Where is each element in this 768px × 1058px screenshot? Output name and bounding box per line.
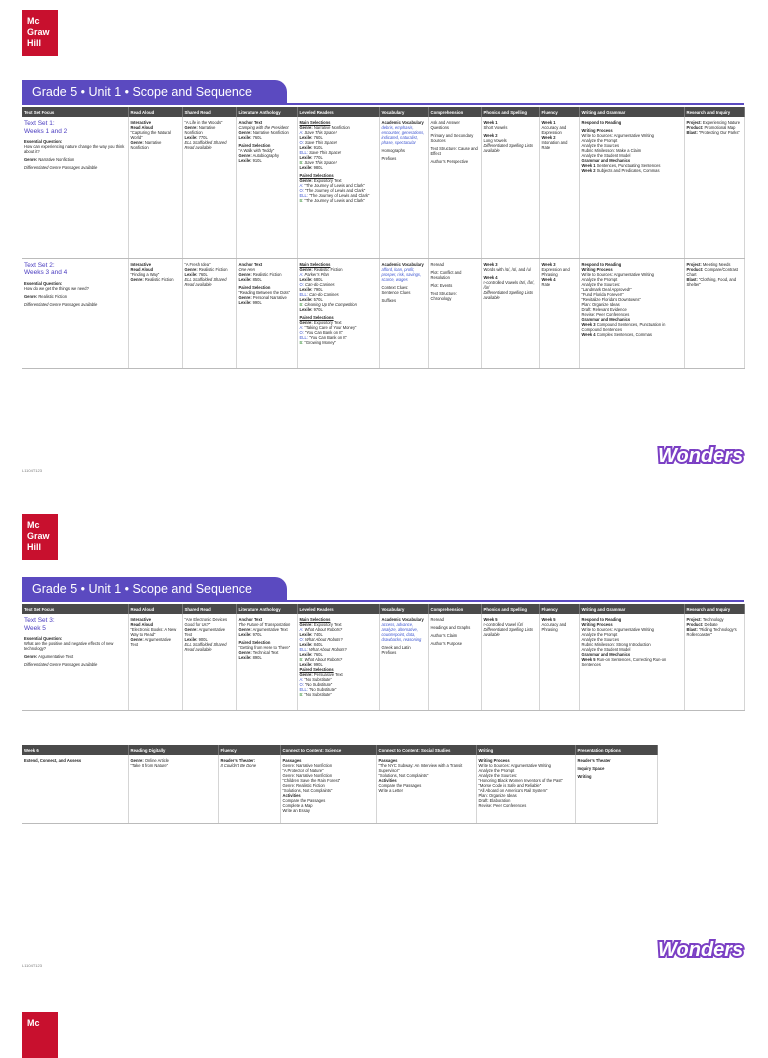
scope-sequence-table (22, 604, 745, 711)
connect-science: Passages Genre: Narrative Nonfiction “A Protector of Nature” Genre: Narrative Nonfiction “Children Save the Rain Forest” Genre: Realistic Fiction “Solutions, Not Complaints” Activities Compare the Passages Complete a Map Write an Essay (280, 755, 376, 823)
literature-anthology: Anchor Text The Future of Transportation Genre: Argumentative Text Lexile: 970L Paired Selection “Getting from Here to There” Genre: Technical Text Lexile: 890L (236, 614, 297, 710)
writing-grammar: Respond to Reading Writing Process Write to Sources: Argumentative Writing Analyze the Prompt Analyze the Sources: “Landmark Deal Approved!” “Fund Florida Forever!” “Revitalize Florida’s Downtowns” Plan: Organize Ideas Draft: Relevant Evidence Revise: Peer Conferences Grammar and Mechanics Week 3 Compound Sentences, Punctuation in Compound Sentences Week 4 Complex Sentences, Commas (579, 258, 684, 368)
text-set-focus: Text Set 3: Week 5 Essential Question: What are the positive and negative effects of new technology? Genre: Argumentative Text Differentiated Genre Passages available (22, 614, 128, 710)
writing-grammar: Respond to Reading Writing Process Write to Sources: Argumentative Writing Analyze the Prompt Analyze the Sources Rubric Minilesson: Strong Introduction Analyze the Student Model Grammar and Mechanics Week 5 Run-on Sentences, Correcting Run-on Sentences (579, 614, 684, 710)
week6-writing: Writing Process Write to Sources: Argumentative Writing Analyze the Prompt Analyze the Sources: “Honoring Black Women Inventors of the Past” “Morse Code is Safe and Reliable” “All Aboard on America’s Rail System” Plan: Organize Ideas Draft: Elaboration Revise: Peer Conferences (476, 755, 575, 823)
mcgraw-hill-logo: Mc (22, 1012, 58, 1058)
wonders-logo (656, 934, 751, 964)
page-title: Grade 5 • Unit 1 • Scope and Sequence (22, 577, 287, 601)
comprehension: Reread Plot: Conflict and Resolution Plot: Events Text Structure: Chronology (428, 258, 481, 368)
fluency: Week 5 Accuracy and Phrasing (539, 614, 579, 710)
mcgraw-hill-logo: Mc Graw Hill (22, 10, 58, 56)
phonics-spelling: Week 5 r-controlled Vowel /ûr/ Differentiated Spelling Lists available (481, 614, 539, 710)
leveled-readers: Main Selections Genre: Expository Text A: What About Robots? Lexile: 740L O: What About Robots? Lexile: 840L ELL: What About Robots? Lexile: 760L B: What About Robots? Lexile: 990L Paired Selections Genre: Persuasive Text A: “No Substitute” O: “No Substitute” ELL: “No Substitute” B: “No Substitute” (297, 614, 379, 710)
divider (22, 600, 744, 602)
wonders-logo (656, 440, 751, 470)
divider (22, 103, 744, 105)
text-set-focus: Text Set 1: Weeks 1 and 2 Essential Question: How can experiencing nature change the way you think about it? Genre: Narrative Nonfiction Differentiated Genre Passages available (22, 117, 128, 258)
document-code: L1104T123 (22, 468, 42, 473)
mcgraw-hill-logo: Mc Graw Hill (22, 514, 58, 560)
scope-sequence-table (22, 107, 745, 369)
page-title: Grade 5 • Unit 1 • Scope and Sequence (22, 80, 287, 104)
leveled-readers: Main Selections Genre: Narrative Nonfiction A: Save This Space! Lexile: 760L O: Save This Space! Lexile: 910L ELL: Save This Space! Lexile: 770L B: Save This Space! Lexile: 980L Paired Selections Genre: Expository Text A: “The Journey of Lewis and Clark” O: “The Journey of Lewis and Clark” ELL: “The Journey of Lewis and Clark” B: “The Journey of Lewis and Clark” (297, 117, 379, 258)
read-aloud: Interactive Read Aloud “Finding a Way” Genre: Realistic Fiction (128, 258, 182, 368)
table-row (22, 614, 744, 710)
phonics-spelling: Week 3 Words with /ū/, /ü/, and /u/ Week 4 r-controlled Vowels /är/, /âr/, /ôr/ Differentiated Spelling Lists available (481, 258, 539, 368)
week6-table (22, 745, 658, 824)
week6-fluency: Reader’s Theater: It Couldn’t Be Done (218, 755, 280, 823)
vocabulary: Academic Vocabulary access, advance, analyze, alternative, counterpoint, data, drawbacks, reasoning Greek and Latin Prefixes (379, 614, 428, 710)
presentation-options: Reader’s Theater Inquiry Space Writing (575, 755, 657, 823)
phonics-spelling: Week 1 Short Vowels Week 2 Long Vowels Differentiated Spelling Lists available (481, 117, 539, 258)
shared-read: “A Life in the Woods” Genre: Narrative Nonfiction Lexile: 770L ELL Scaffolded Shared Read available (182, 117, 236, 258)
reading-digitally: Genre: Online Article “Take It from Nature” (128, 755, 218, 823)
table-header: Text Set Focus Read Aloud Shared Read Literature Anthology Leveled Readers Vocabulary Comprehension Phonics and Spelling Fluency Writing and Grammar Research and Inquiry (22, 604, 744, 614)
read-aloud: Interactive Read Aloud “Capturing the Natural World” Genre: Narrative Nonfiction (128, 117, 182, 258)
table-row (22, 117, 744, 258)
literature-anthology: Anchor Text One Hen Genre: Realistic Fiction Lexile: 850L Paired Selection “Reading Between the Dots” Genre: Personal Narrative Lexile: 990L (236, 258, 297, 368)
table-row (22, 258, 744, 368)
fluency: Week 3 Expression and Phrasing Week 4 Rate (539, 258, 579, 368)
read-aloud: Interactive Read Aloud “Electronic Books: A New Way to Read” Genre: Argumentative Text (128, 614, 182, 710)
writing-grammar: Respond to Reading Writing Process Write to Sources: Argumentative Writing Analyze the Prompt Analyze the Sources Rubric Minilesson: Make a Claim Analyze the Student Model Grammar and Mechanics Week 1 Sentences, Punctuating Sentences Week 2 Subjects and Predicates, Commas (579, 117, 684, 258)
week6-focus: Extend, Connect, and Assess (22, 755, 128, 823)
research-inquiry: Project: Meeting Needs Product: Compare/Contrast Chart Blast: “Clothing, Food, and Shelter” (684, 258, 744, 368)
document-code: L1104T123 (22, 963, 42, 968)
table-header: Text Set Focus Read Aloud Shared Read Literature Anthology Leveled Readers Vocabulary Comprehension Phonics and Spelling Fluency Writing and Grammar Research and Inquiry (22, 107, 744, 117)
table-header: Week 6 Reading Digitally Fluency Connect to Content: Science Connect to Content: Social Studies Writing Presentation Options (22, 745, 657, 755)
research-inquiry: Project: Technology Product: Debate Blast: “Riding Technology’s Rollercoaster” (684, 614, 744, 710)
connect-social-studies: Passages “The NYC Subway: An Interview with a Transit Supervisor” “Solutions, Not Complaints” Activities Compare the Passages Write a Letter (376, 755, 476, 823)
vocabulary: Academic Vocabulary debris, emphasis, encounter, generations, indicated, naturalist, phase, spectacular Homographs Prefixes (379, 117, 428, 258)
research-inquiry: Project: Experiencing Nature Product: Promotional Map Blast: “Protecting Our Parks” (684, 117, 744, 258)
literature-anthology: Anchor Text Camping with the President Genre: Narrative Nonfiction Lexile: 760L Paired Selection “A Walk with Teddy” Genre: Autobiography Lexile: 910L (236, 117, 297, 258)
fluency: Week 1 Accuracy and Expression Week 2 Intonation and Rate (539, 117, 579, 258)
table-row (22, 755, 657, 823)
comprehension: Reread Headings and Graphs Author’s Claim Author’s Purpose (428, 614, 481, 710)
text-set-focus: Text Set 2: Weeks 3 and 4 Essential Question: How do we get the things we need? Genre: Realistic Fiction Differentiated Genre Passages available (22, 258, 128, 368)
comprehension: Ask and Answer Questions Primary and Secondary Sources Text Structure: Cause and Effect Author’s Perspective (428, 117, 481, 258)
svg-text:Wonders: Wonders (658, 445, 744, 467)
shared-read: “A Fresh Idea” Genre: Realistic Fiction Lexile: 760L ELL Scaffolded Shared Read available (182, 258, 236, 368)
shared-read: “Are Electronic Devices Good for Us?” Genre: Argumentative Text Lexile: 900L ELL Scaffolded Shared Read available (182, 614, 236, 710)
leveled-readers: Main Selections Genre: Realistic Fiction A: Parker’s Plan Lexile: 680L O: Can-do Canines Lexile: 790L ELL: Can-do Canines Lexile: 570L B: Cleaning Up the Competition Lexile: 970L Paired Selections Genre: Expository Text A: “Taking Care of Your Money” O: “You Can Bank on It” ELL: “You Can Bank on It” B: “Growing Money” (297, 258, 379, 368)
svg-text:Wonders: Wonders (658, 939, 744, 961)
vocabulary: Academic Vocabulary afford, loan, profit, prosper, risk, savings, scarce, wages Context Clues: Sentence Clues Suffixes (379, 258, 428, 368)
